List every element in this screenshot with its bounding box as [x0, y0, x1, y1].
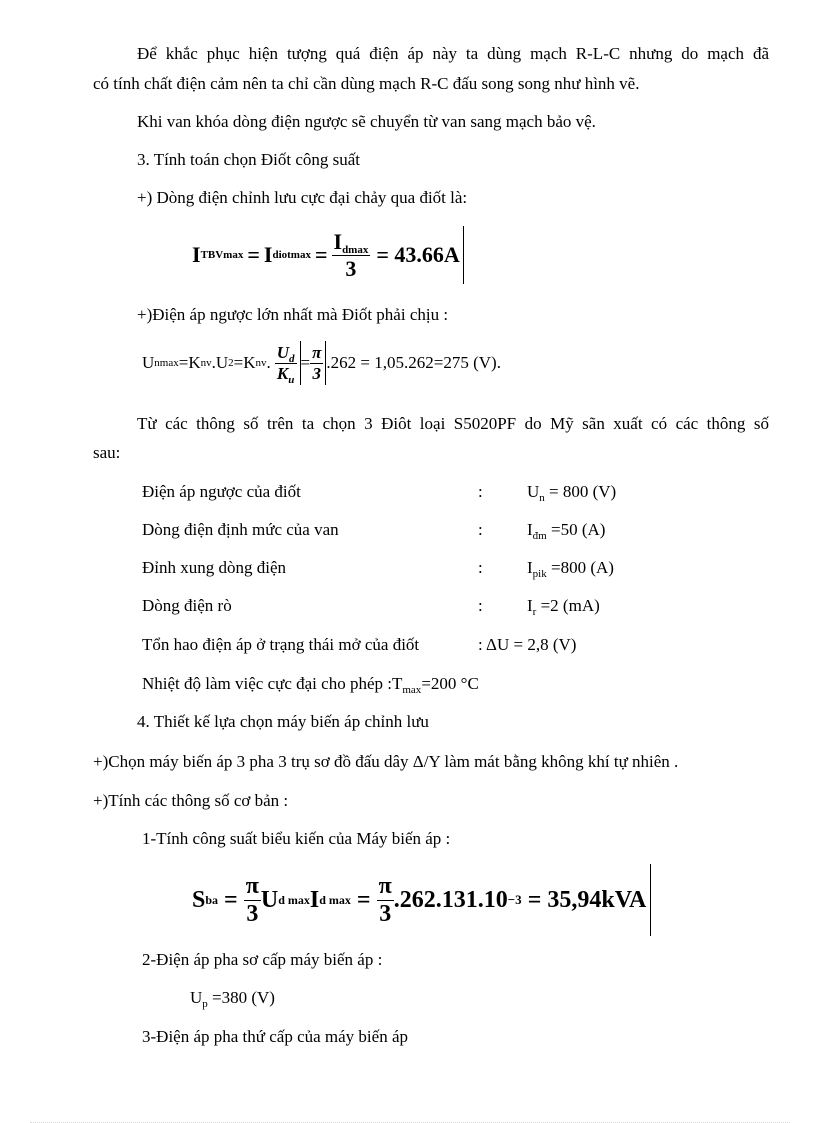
- spec-label: Dòng điện định mức của van: [142, 520, 339, 539]
- spec-value: $I_r =2$ (mA): [527, 596, 600, 618]
- spec-label: Đỉnh xung dòng điện: [142, 558, 287, 577]
- equation-primary-voltage: $U_p =380$ (V): [190, 988, 275, 1010]
- spec-label: Nhiệt độ làm việc cực đại cho phép $:T_{max}=200$ °C: [142, 674, 479, 696]
- eq-equals: =: [224, 886, 238, 913]
- eq-equals: =: [247, 242, 260, 267]
- eq-divider: [650, 864, 651, 936]
- eq-part: =K: [178, 353, 201, 372]
- spec-value: $I_{pik} =800$ (A): [527, 558, 614, 580]
- paragraph: 3-Điện áp pha thứ cấp của máy biến áp: [142, 1027, 408, 1046]
- pi-symbol: π: [378, 872, 392, 899]
- spec-colon: :: [478, 482, 483, 501]
- equation-apparent-power: S ba = $\frac{\pi}{3}$ U d max I d max = $\frac{\pi}{3}$ .262.131.10 −3 = 35,94kVA: [192, 864, 651, 936]
- eq-symbol: I: [192, 242, 201, 267]
- eq-divider: [463, 226, 464, 284]
- spec-colon: :: [478, 596, 483, 615]
- eq-symbol: I: [263, 242, 273, 267]
- eq-symbol: S: [192, 886, 206, 913]
- eq-numerator: I: [333, 228, 343, 254]
- eq-numerator: U: [276, 342, 290, 362]
- eq-equals: =: [314, 242, 328, 267]
- eq-part: .U: [211, 353, 229, 372]
- paragraph: 1-Tính công suất biểu kiến của Máy biến áp :: [142, 829, 451, 848]
- eq-symbol: U: [260, 886, 279, 913]
- paragraph: 2-Điện áp pha sơ cấp máy biến áp :: [142, 950, 383, 969]
- eq-symbol: I: [309, 886, 320, 913]
- eq-equals: =: [356, 886, 371, 913]
- paragraph-line: Để khắc phục hiện tượng quá điện áp này ta dùng mạch R-L-C nhưng do mạch đã: [137, 44, 769, 63]
- paragraph: +) Dòng điện chỉnh lưu cực đại chảy qua điốt là:: [137, 188, 468, 207]
- equation-diode-current: I TBVmax = I diotmax = $\frac{I_{dmax}}{3}$ = 43.66A: [192, 226, 464, 284]
- eq-denominator: 3: [246, 900, 259, 927]
- spec-label: Tổn hao điện áp ở trạng thái mở của điốt: [142, 635, 420, 654]
- spec-value: $U_n = 800$ (V): [527, 482, 617, 504]
- section-heading: 3. Tính toán chọn Điốt công suất: [137, 150, 361, 169]
- spec-label: Dòng điện rò: [142, 596, 232, 615]
- paragraph: +)Điện áp ngược lớn nhất mà Điốt phải chịu :: [137, 305, 449, 324]
- equation-reverse-voltage: U nmax =K nv .U 2 =K nv . $\frac{U_d}{K_u}$ = $\frac{\pi}{3}$ .262 = 1,05.262=275 (V).: [142, 342, 501, 386]
- eq-result: = 43.66A: [376, 242, 460, 267]
- eq-denominator: 3: [345, 255, 357, 281]
- paragraph-line: có tính chất điện cảm nên ta chỉ cần dùng mạch R-C đấu song song như hình vẽ.: [93, 74, 640, 93]
- eq-symbol: U: [142, 353, 155, 372]
- paragraph-line: Từ các thông số trên ta chọn 3 Điôt loại S5020PF do Mỹ sãn xuất có các thông số: [137, 414, 769, 433]
- pi-symbol: π: [245, 872, 259, 899]
- eq-subscript: dmax: [342, 243, 369, 256]
- eq-result: = 35,94kVA: [527, 886, 647, 913]
- spec-value: : ΔU = 2,8 (V): [478, 635, 577, 654]
- eq-fraction: [310, 343, 323, 384]
- paragraph: +)Chọn máy biến áp 3 pha 3 trụ sơ đồ đấu dây Δ/Y làm mát bằng không khí tự nhiên .: [93, 752, 679, 771]
- pi-symbol: π: [312, 342, 322, 362]
- eq-denominator: 3: [312, 363, 322, 383]
- eq-part: .: [266, 353, 271, 372]
- eq-part: .262.131.10: [393, 886, 508, 913]
- eq-subscript: u: [288, 373, 295, 386]
- paragraph: +)Tính các thông số cơ bản :: [93, 791, 289, 810]
- eq-fraction: [275, 343, 297, 384]
- eq-denominator: K: [276, 363, 289, 383]
- eq-fraction: [244, 873, 261, 928]
- spec-value: $I_{đm} =50$ (A): [527, 520, 606, 542]
- paragraph: Khi van khóa dòng điện ngược sẽ chuyển từ van sang mạch bảo vệ.: [137, 112, 596, 131]
- eq-part: .262 = 1,05.262=275 (V).: [326, 353, 501, 372]
- section-heading: 4. Thiết kế lựa chọn máy biến áp chỉnh lưu: [137, 712, 429, 731]
- eq-denominator: 3: [379, 900, 392, 927]
- eq-part: =K: [233, 353, 256, 372]
- spec-label: Điện áp ngược của điốt: [142, 482, 301, 501]
- spec-colon: :: [478, 558, 483, 577]
- paragraph-line: sau:: [93, 443, 121, 462]
- eq-subscript: d: [289, 352, 295, 365]
- eq-fraction: [377, 873, 394, 928]
- eq-equals: =: [300, 353, 311, 372]
- eq-fraction: [332, 229, 371, 282]
- spec-colon: :: [478, 520, 483, 539]
